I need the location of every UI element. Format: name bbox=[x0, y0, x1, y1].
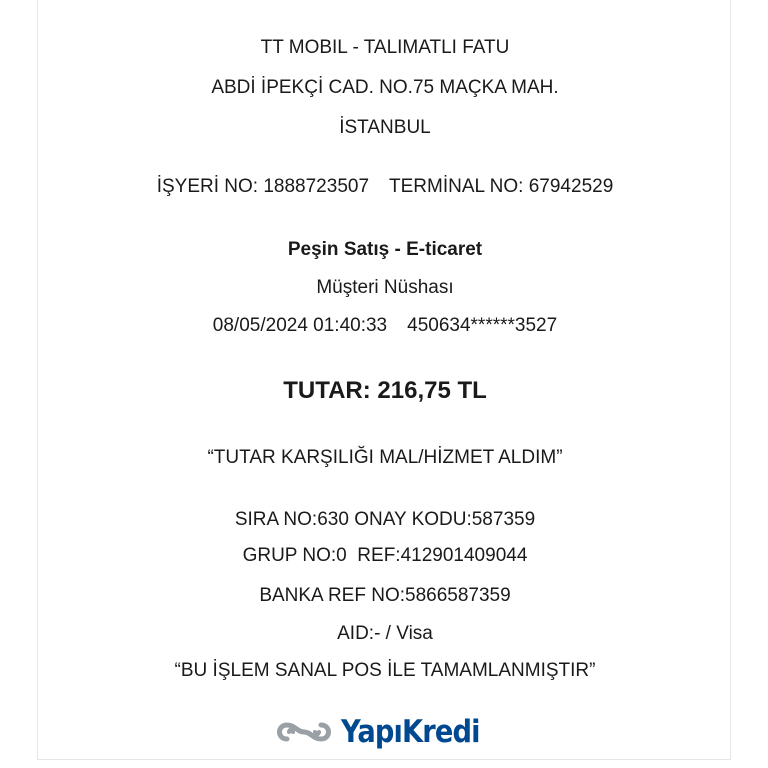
yapikredi-mark-icon bbox=[271, 717, 337, 747]
purchase-confirmation: “TUTAR KARŞILIĞI MAL/HİZMET ALDIM” bbox=[207, 447, 563, 468]
transaction-type: Peşin Satış - E-ticaret bbox=[287, 239, 483, 260]
merchant-number: İŞYERİ NO: 1888723507 bbox=[156, 176, 370, 197]
receipt bbox=[37, 0, 731, 760]
masked-card-number: 450634******3527 bbox=[407, 315, 558, 336]
sequence-approval: SIRA NO:630 ONAY KODU:587359 bbox=[234, 509, 536, 530]
merchant-address: ABDİ İPEKÇİ CAD. NO.75 MAÇKA MAH. bbox=[211, 77, 559, 98]
transaction-datetime: 08/05/2024 01:40:33 bbox=[212, 315, 388, 336]
virtual-pos-note: “BU İŞLEM SANAL POS İLE TAMAMLANMIŞTIR” bbox=[174, 660, 596, 681]
customer-copy-label: Müşteri Nüshası bbox=[316, 277, 454, 298]
bank-logo-text: YapıKredi bbox=[341, 714, 480, 750]
merchant-city: İSTANBUL bbox=[339, 117, 431, 138]
merchant-ids bbox=[38, 175, 732, 199]
group-reference: GRUP NO:0 REF:412901409044 bbox=[242, 545, 528, 566]
aid-card-brand: AID:- / Visa bbox=[337, 623, 433, 644]
terminal-number: TERMİNAL NO: 67942529 bbox=[389, 176, 614, 197]
amount: TUTAR: 216,75 TL bbox=[283, 377, 487, 404]
bank-reference: BANKA REF NO:5866587359 bbox=[259, 585, 511, 606]
transaction-datetime-card bbox=[38, 314, 732, 338]
bank-logo bbox=[38, 712, 732, 752]
merchant-name: TT MOBIL - TALIMATLI FATU bbox=[260, 37, 510, 58]
